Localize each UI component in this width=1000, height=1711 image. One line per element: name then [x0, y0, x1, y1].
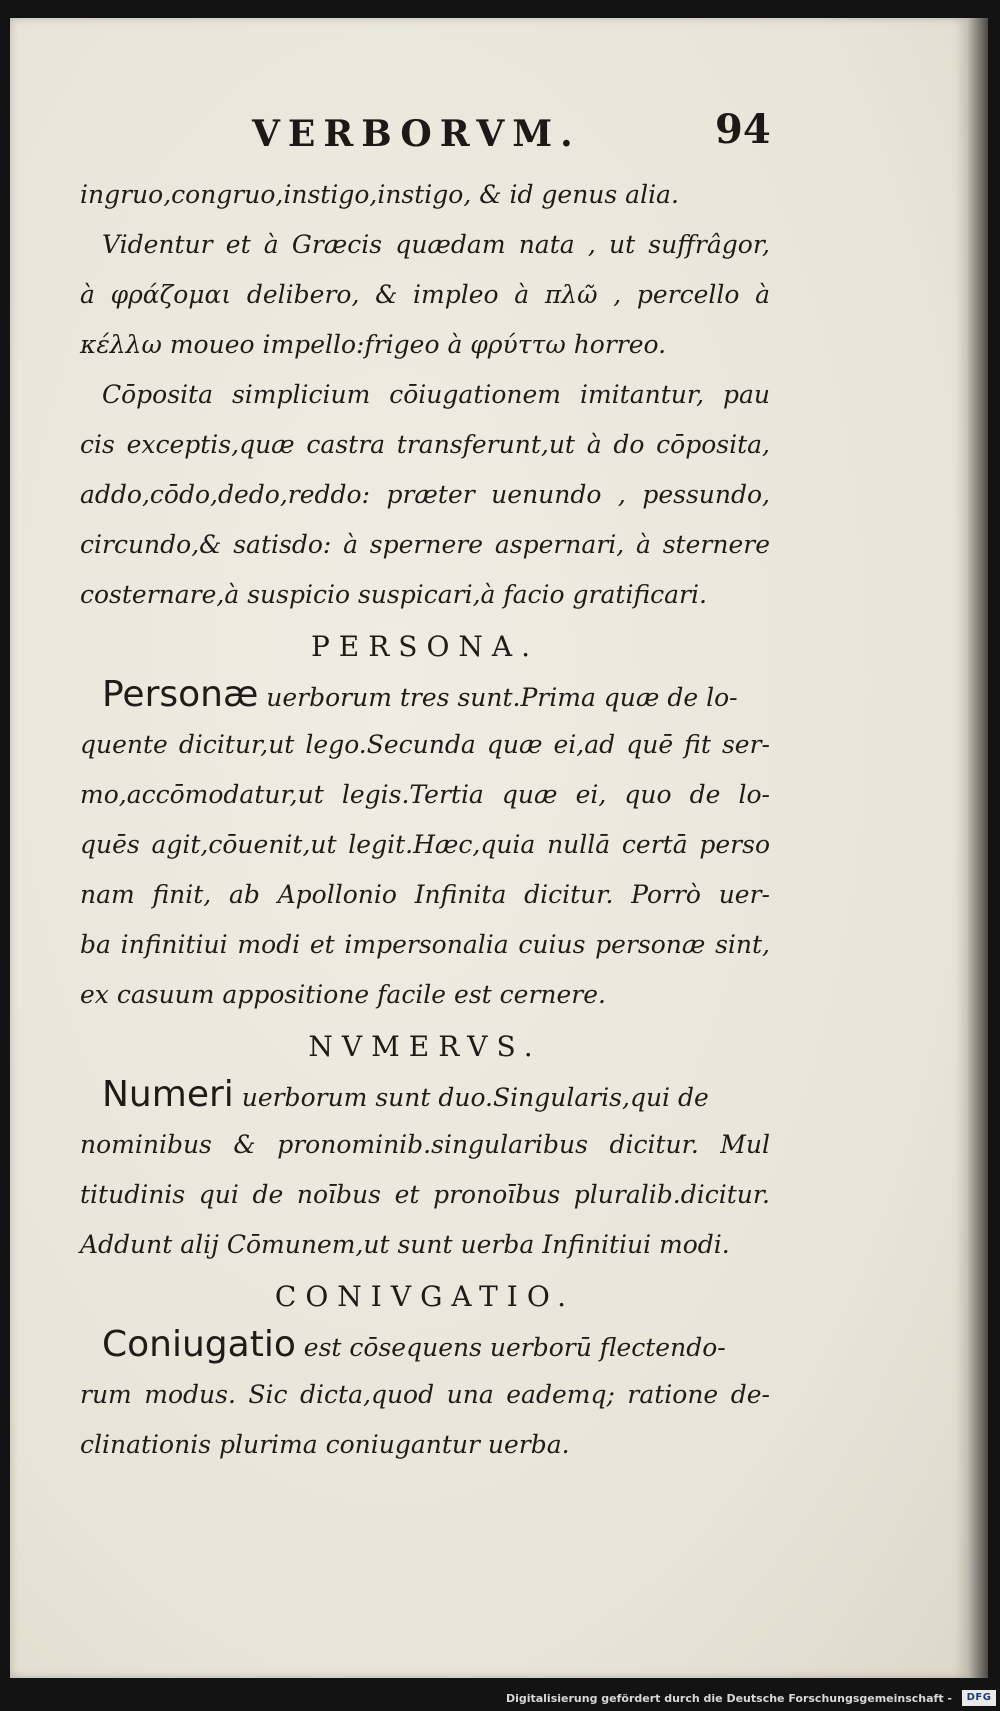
text-line: titudinis qui de noībus et pronoībus pluralib.dicitur.	[80, 1180, 770, 1209]
section-heading-numerus: NVMERVS.	[308, 1030, 542, 1063]
text-line: Addunt alij Cōmunem,ut sunt uerba Infinitiui modi.	[80, 1230, 730, 1259]
page-edge-shadow	[968, 18, 988, 1678]
text-block	[80, 170, 770, 1470]
text-line: à φράζομαι delibero, & impleo à πλῶ , percello à	[80, 280, 770, 309]
running-head: VERBORVM.	[252, 113, 581, 155]
book-page	[10, 18, 968, 1678]
text-line: cis exceptis,quæ castra transferunt,ut à do cōposita,	[80, 430, 770, 459]
text-line: quēs agit,cōuenit,ut legit.Hæc,quia nullā certā perso	[80, 830, 770, 859]
text-run: est cōsequens uerborū flectendo-	[295, 1333, 726, 1362]
credit-text: Digitalisierung gefördert durch die Deutsche Forschungsgemeinschaft -	[505, 1692, 952, 1705]
digitization-credit	[0, 1692, 992, 1705]
text-line: Videntur et à Græcis quædam nata , ut suffrâgor,	[102, 230, 770, 259]
text-line: mo,accōmodatur,ut legis.Tertia quæ ei, quo de lo-	[80, 780, 770, 809]
page-number: 94	[715, 106, 771, 153]
section-heading-coniugatio: CONIVGATIO.	[274, 1280, 576, 1313]
lead-word: Numeri	[102, 1074, 234, 1115]
text-line: addo,cōdo,dedo,reddo: præter uenundo , pessundo,	[80, 480, 770, 509]
text-line: quente dicitur,ut lego.Secunda quæ ei,ad quē fit ser-	[80, 730, 770, 759]
text-line: κέλλω moueo impello:frigeo à φρύττω horreo.	[80, 330, 667, 359]
text-line: costernare,à suspicio suspicari,à facio gratificari.	[80, 580, 707, 609]
section-heading-persona: PERSONA.	[310, 630, 540, 663]
text-run: uerborum sunt duo.Singularis,qui de	[233, 1083, 709, 1112]
text-line: nam finit, ab Apollonio Infinita dicitur. Porrò uer-	[80, 880, 770, 909]
dfg-logo: DFG	[962, 1690, 996, 1706]
text-line	[80, 1320, 770, 1370]
text-run: uerborum tres sunt.Prima quæ de lo-	[258, 683, 738, 712]
text-line	[80, 1070, 770, 1120]
text-line: ex casuum appositione facile est cernere.	[80, 980, 607, 1009]
text-line: rum modus. Sic dicta,quod una eademq; ratione de-	[80, 1380, 770, 1409]
lead-word: Personæ	[102, 674, 259, 715]
lead-word: Coniugatio	[102, 1324, 296, 1365]
text-line	[80, 670, 770, 720]
text-line: nominibus & pronominib.singularibus dicitur. Mul	[80, 1130, 770, 1159]
text-line: Cōposita simplicium cōiugationem imitantur, pau	[102, 380, 770, 409]
text-line: ba infinitiui modi et impersonalia cuius personæ sint,	[80, 930, 770, 959]
text-line: ingruo,congruo,instigo,instigo, & id genus alia.	[80, 180, 679, 209]
text-line: clinationis plurima coniugantur uerba.	[80, 1430, 570, 1459]
text-line: circundo,& satisdo: à spernere aspernari, à sternere	[80, 530, 770, 559]
